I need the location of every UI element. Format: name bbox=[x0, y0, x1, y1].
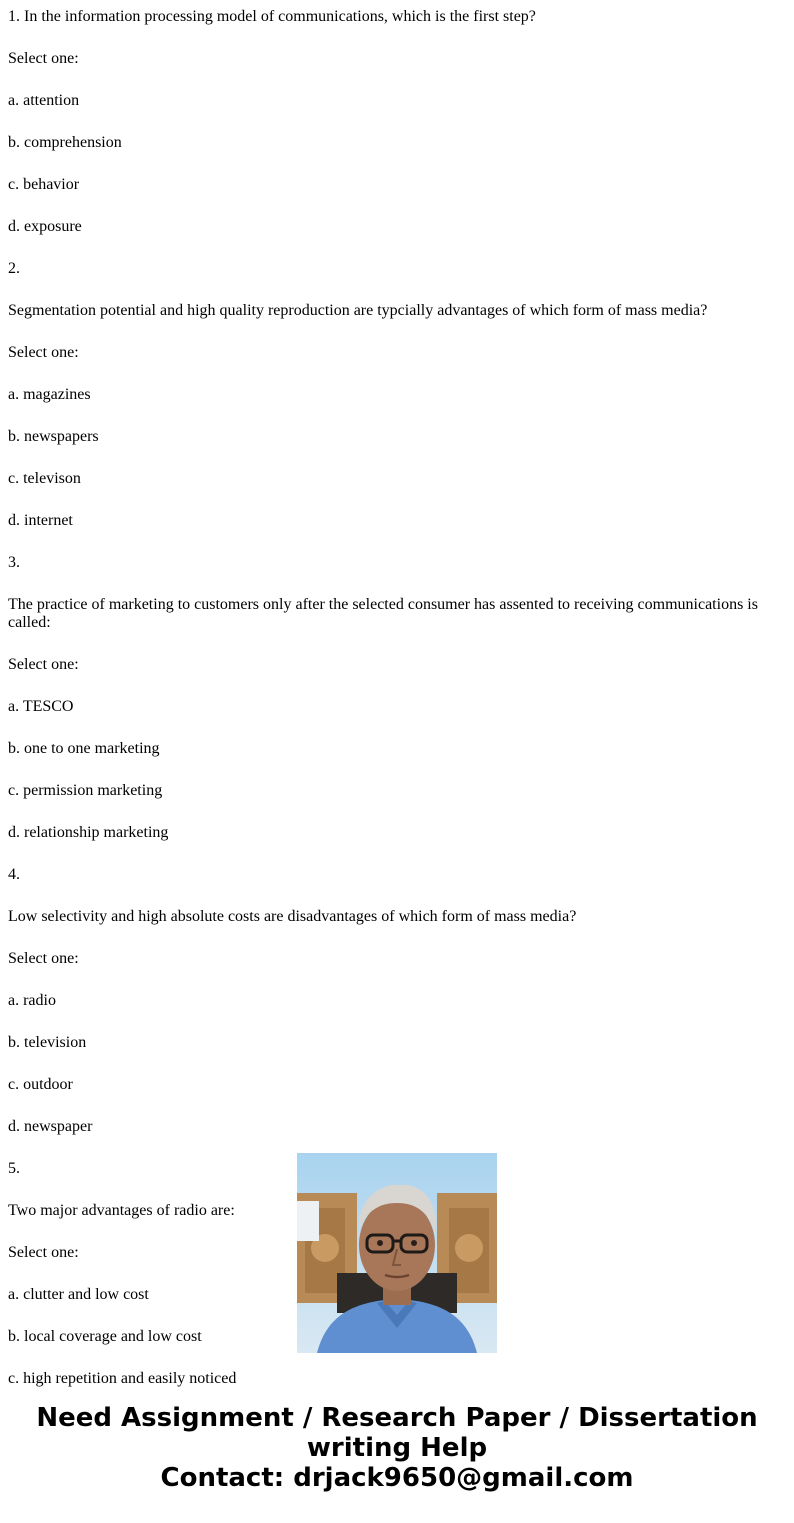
author-avatar bbox=[297, 1153, 497, 1353]
question-5-select-label: Select one: bbox=[8, 1244, 79, 1261]
question-list bbox=[8, 0, 778, 1387]
question-1-text: 1. In the information processing model of communications, which is the first step? bbox=[8, 8, 536, 25]
question-2 bbox=[8, 260, 778, 530]
banner-line-1: Need Assignment / Research Paper / Dissertation bbox=[36, 1403, 758, 1433]
question-2-option-b[interactable]: b. newspapers bbox=[8, 428, 99, 445]
question-5-option-b[interactable]: b. local coverage and low cost bbox=[8, 1328, 202, 1345]
question-5-option-c[interactable]: c. high repetition and easily noticed bbox=[8, 1370, 237, 1387]
question-2-number: 2. bbox=[8, 260, 20, 277]
banner-line-2: writing Help bbox=[306, 1433, 488, 1463]
banner-contact-line: Contact: drjack9650@gmail.com bbox=[160, 1463, 634, 1493]
question-2-option-c[interactable]: c. televison bbox=[8, 470, 81, 487]
question-4-option-b[interactable]: b. television bbox=[8, 1034, 87, 1051]
question-3-number: 3. bbox=[8, 554, 20, 571]
question-5-number: 5. bbox=[8, 1160, 20, 1177]
question-4-text: Low selectivity and high absolute costs are disadvantages of which form of mass media? bbox=[8, 908, 577, 925]
question-1-option-a[interactable]: a. attention bbox=[8, 92, 80, 109]
question-3-select-label: Select one: bbox=[8, 656, 79, 673]
question-4-option-a[interactable]: a. radio bbox=[8, 992, 56, 1009]
question-5-option-a[interactable]: a. clutter and low cost bbox=[8, 1286, 149, 1303]
question-4-option-d[interactable]: d. newspaper bbox=[8, 1118, 93, 1135]
question-5-text: Two major advantages of radio are: bbox=[8, 1202, 235, 1219]
question-3-text: The practice of marketing to customers only after the selected consumer has assented to receiving communications is called: bbox=[8, 596, 758, 631]
question-4 bbox=[8, 866, 778, 1136]
question-1-option-d[interactable]: d. exposure bbox=[8, 218, 82, 235]
question-4-number: 4. bbox=[8, 866, 20, 883]
question-2-text: Segmentation potential and high quality reproduction are typcially advantages of which form of mass media? bbox=[8, 302, 708, 319]
question-4-select-label: Select one: bbox=[8, 950, 79, 967]
question-1 bbox=[8, 8, 778, 236]
question-2-option-d[interactable]: d. internet bbox=[8, 512, 73, 529]
question-1-select-label: Select one: bbox=[8, 50, 79, 67]
question-4-option-c[interactable]: c. outdoor bbox=[8, 1076, 73, 1093]
question-2-select-label: Select one: bbox=[8, 344, 79, 361]
question-1-option-b[interactable]: b. comprehension bbox=[8, 134, 122, 151]
question-3-option-c[interactable]: c. permission marketing bbox=[8, 782, 163, 799]
question-3-option-b[interactable]: b. one to one marketing bbox=[8, 740, 160, 757]
question-3-option-d[interactable]: d. relationship marketing bbox=[8, 824, 169, 841]
question-2-option-a[interactable]: a. magazines bbox=[8, 386, 91, 403]
question-3 bbox=[8, 554, 778, 842]
question-1-option-c[interactable]: c. behavior bbox=[8, 176, 80, 193]
contact-banner bbox=[0, 1403, 794, 1493]
question-3-option-a[interactable]: a. TESCO bbox=[8, 698, 74, 715]
author-photo bbox=[297, 1153, 497, 1353]
